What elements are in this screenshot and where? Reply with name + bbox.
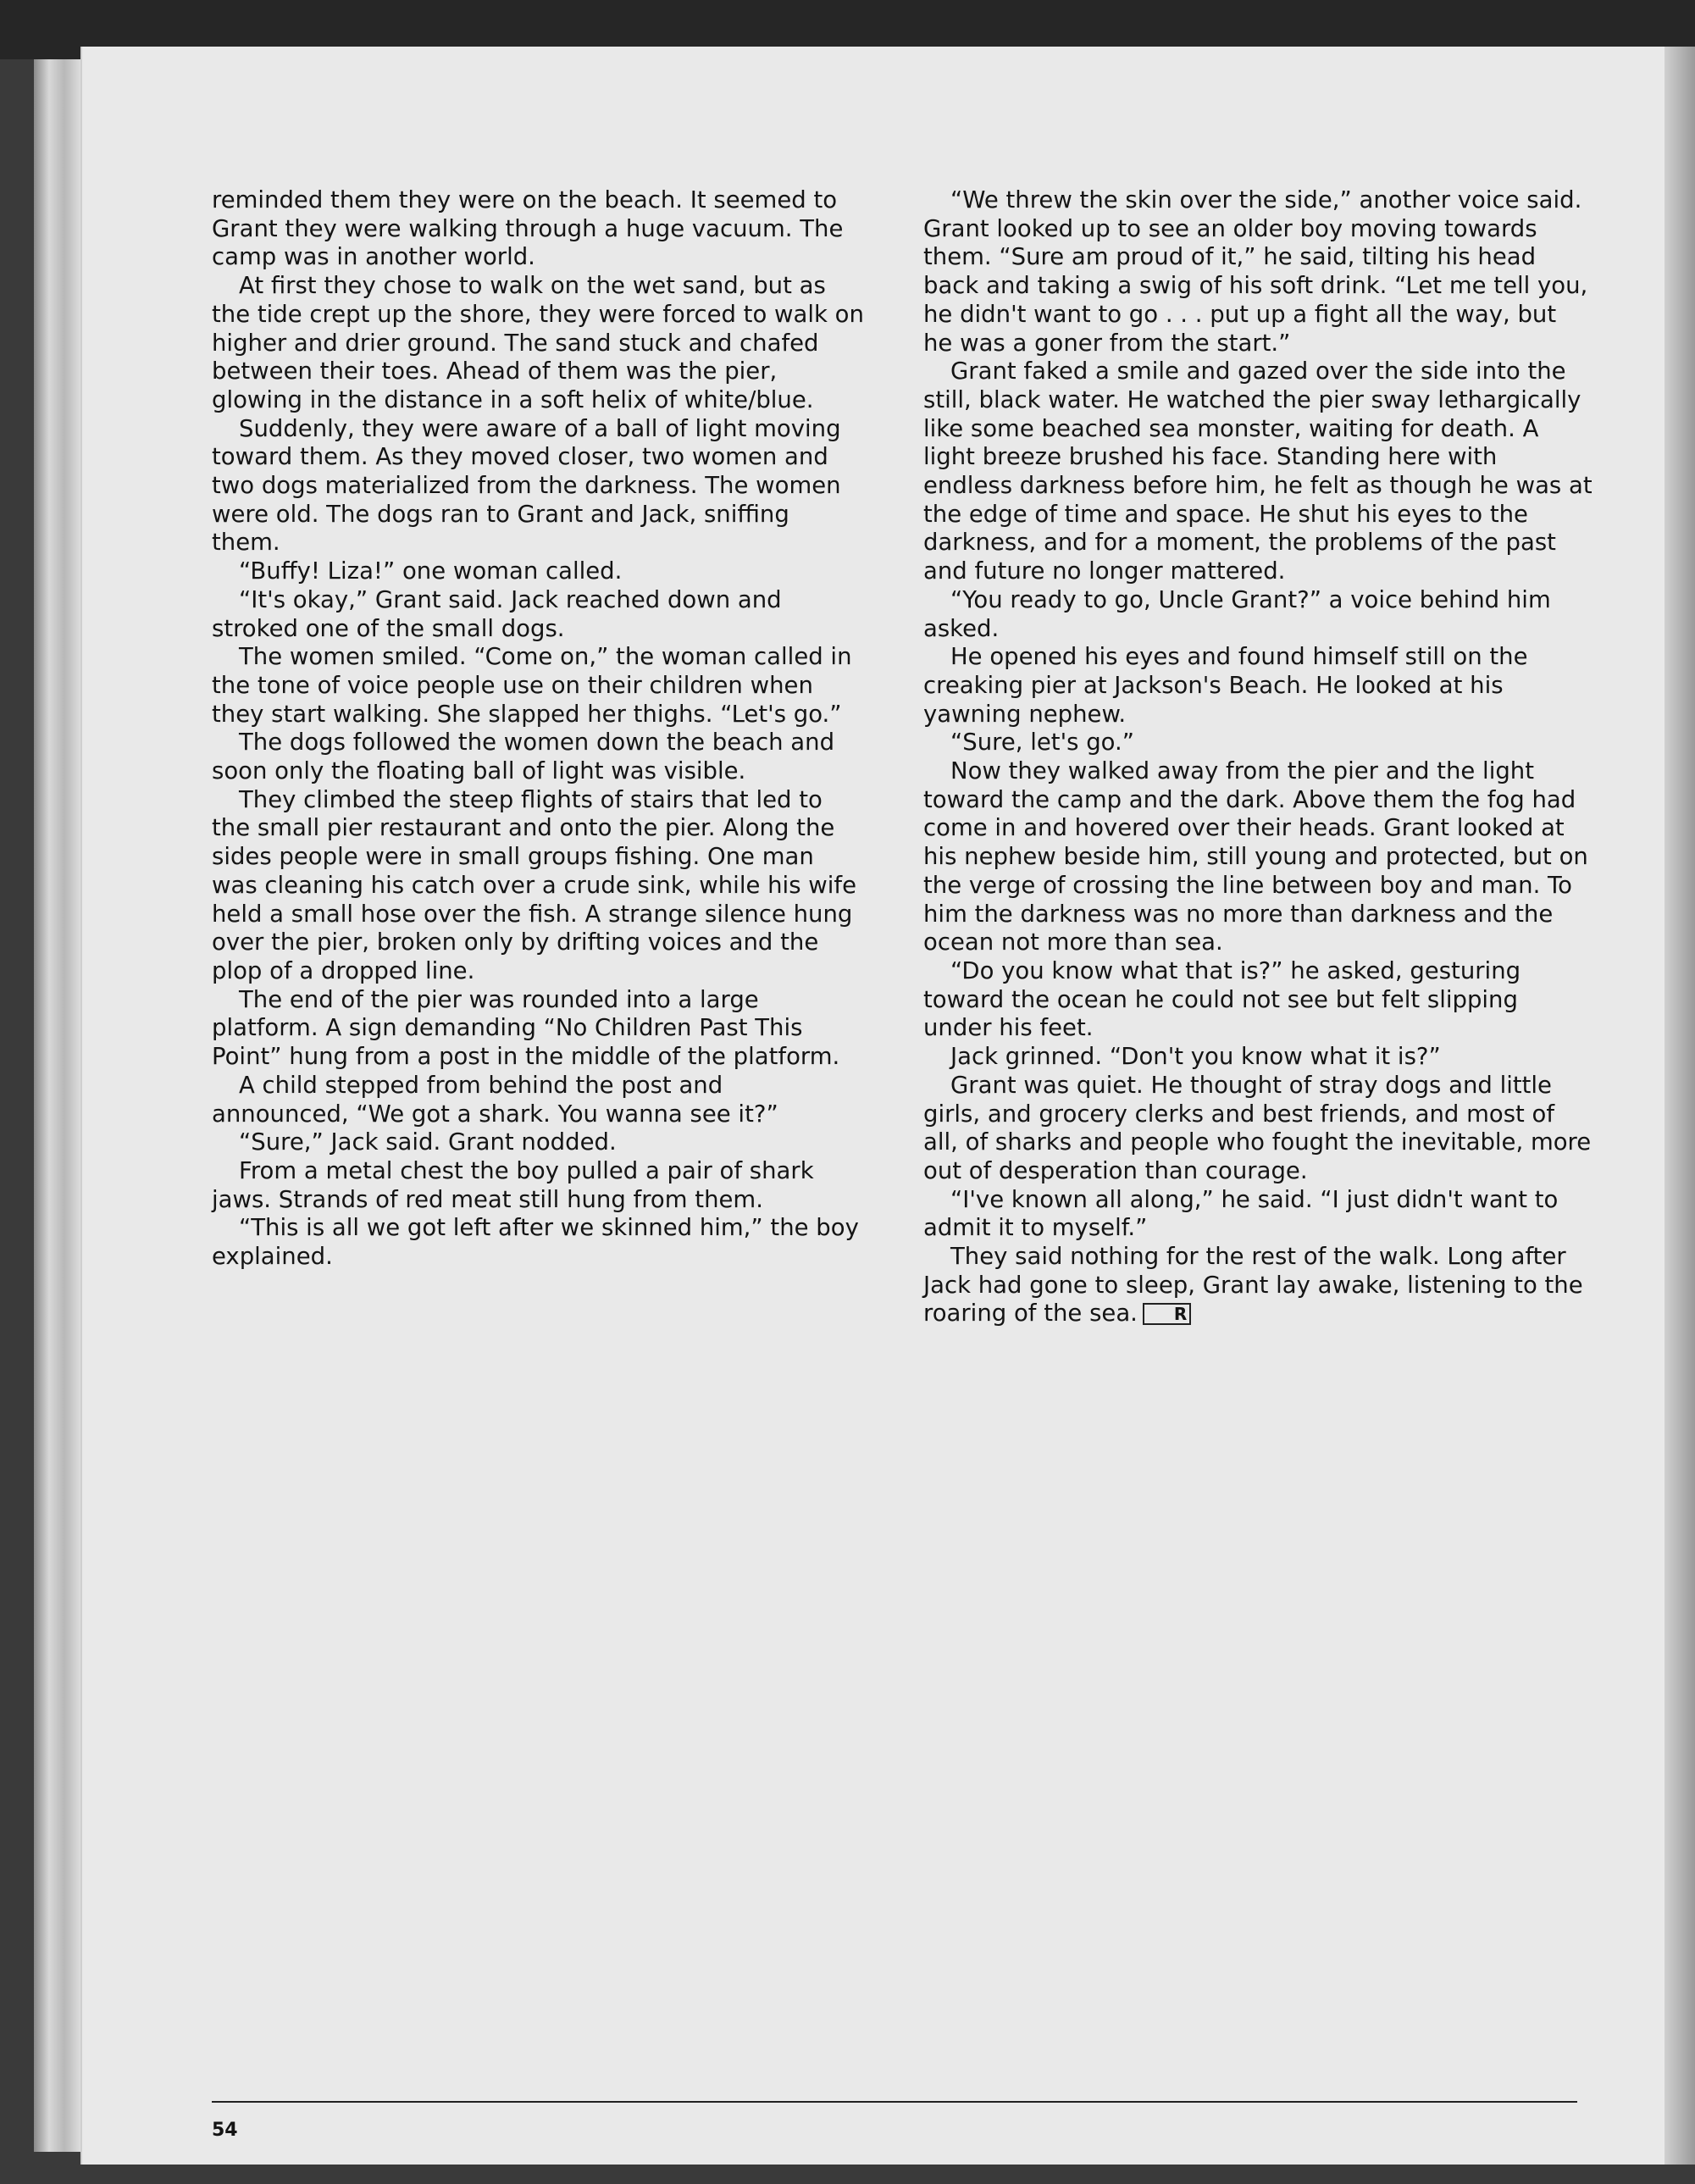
end-mark-icon: R — [1143, 1303, 1191, 1325]
paragraph: The dogs followed the women down the beach and soon only the floating ball of light was visible. — [212, 729, 835, 785]
paragraph: “Buffy! Liza!” one woman called. — [239, 557, 623, 585]
page-stack-edge — [34, 59, 85, 2152]
paragraph: The women smiled. “Come on,” the woman called in the tone of voice people use on their children when they start walking. She slapped her thighs. “Let's go.” — [212, 643, 852, 728]
last-paragraph — [923, 1243, 1593, 1328]
page-number: 54 — [212, 2120, 238, 2141]
page-right-edge — [1665, 47, 1695, 2165]
left-text-column — [212, 186, 864, 1272]
paragraph: They climbed the steep flights of stairs that led to the small pier restaurant and onto the pier. Along the sides people were in small groups fishing. One man was cleaning his catch over a crude sink, while his wife held a small hose over the fish. A strange silence hung over the pier, broken only by drifting voices and the plop of a dropped line. — [212, 785, 856, 984]
paragraph: Suddenly, they were aware of a ball of light moving toward them. As they moved closer, two women and two dogs materialized from the darkness. The women were old. The dogs ran to Grant and Jack, sniffing them. — [212, 414, 841, 557]
paragraph: He opened his eyes and found himself still on the creaking pier at Jackson's Beach. He looked at his yawning nephew. — [923, 643, 1528, 728]
right-text-column — [923, 186, 1593, 1328]
paragraph: “Do you know what that is?” he asked, gesturing toward the ocean he could not see but felt slipping under his feet. — [923, 956, 1521, 1042]
paragraph: Jack grinned. “Don't you know what it is?” — [950, 1043, 1441, 1071]
paragraph: From a metal chest the boy pulled a pair of shark jaws. Strands of red meat still hung from them. — [212, 1156, 814, 1213]
paragraph-text: They said nothing for the rest of the walk. Long after Jack had gone to sleep, Grant lay awake, listening to the roaring of the sea. — [923, 1243, 1583, 1328]
paragraph: reminded them they were on the beach. It seemed to Grant they were walking through a huge vacuum. The camp was in another world. — [212, 186, 844, 271]
paragraph: Grant faked a smile and gazed over the side into the still, black water. He watched the pier sway lethargically like some beached sea monster, waiting for death. A light breeze brushed his face. Standing here with endless darkness before him, he felt as though he was at the edge of time and space. He shut his eyes to the darkness, and for a moment, the problems of the past and future no longer mattered. — [923, 358, 1593, 585]
paragraph: The end of the pier was rounded into a large platform. A sign demanding “No Children Past This Point” hung from a post in the middle of the platform. — [212, 985, 840, 1071]
paragraph: “Sure, let's go.” — [950, 729, 1134, 757]
paragraph: “We threw the skin over the side,” another voice said. Grant looked up to see an older boy moving towards them. “Sure am proud of it,” he said, tilting his head back and taking a swig of his soft drink. “Let me tell you, he didn't want to go . . . put up a fight all the way, but he was a goner from the start.” — [923, 186, 1588, 357]
paragraph: Now they walked away from the pier and the light toward the camp and the dark. Above them the fog had come in and hovered over their heads. Grant looked at his nephew beside him, still young and protected, but on the verge of crossing the line between boy and man. To him the darkness was no more than darkness and the ocean not more than sea. — [923, 757, 1588, 956]
paragraph: “Sure,” Jack said. Grant nodded. — [239, 1128, 617, 1156]
paragraph: Grant was quiet. He thought of stray dogs and little girls, and grocery clerks and best friends, and most of all, of sharks and people who fought the inevitable, more out of desperation than courage. — [923, 1071, 1592, 1184]
paragraph: “I've known all along,” he said. “I just didn't want to admit it to myself.” — [923, 1185, 1559, 1242]
paragraph: “It's okay,” Grant said. Jack reached down and stroked one of the small dogs. — [212, 585, 782, 642]
paragraph: “This is all we got left after we skinned him,” the boy explained. — [212, 1214, 859, 1271]
paragraph: A child stepped from behind the post and announced, “We got a shark. You wanna see it?” — [212, 1071, 778, 1128]
footer-rule — [212, 2101, 1577, 2103]
paragraph: At first they chose to walk on the wet sand, but as the tide crept up the shore, they were forced to walk on higher and drier ground. The sand stuck and chafed between their toes. Ahead of them was the pier, glowing in the distance in a soft helix of white/blue. — [212, 272, 864, 413]
paragraph: “You ready to go, Uncle Grant?” a voice behind him asked. — [923, 585, 1551, 642]
